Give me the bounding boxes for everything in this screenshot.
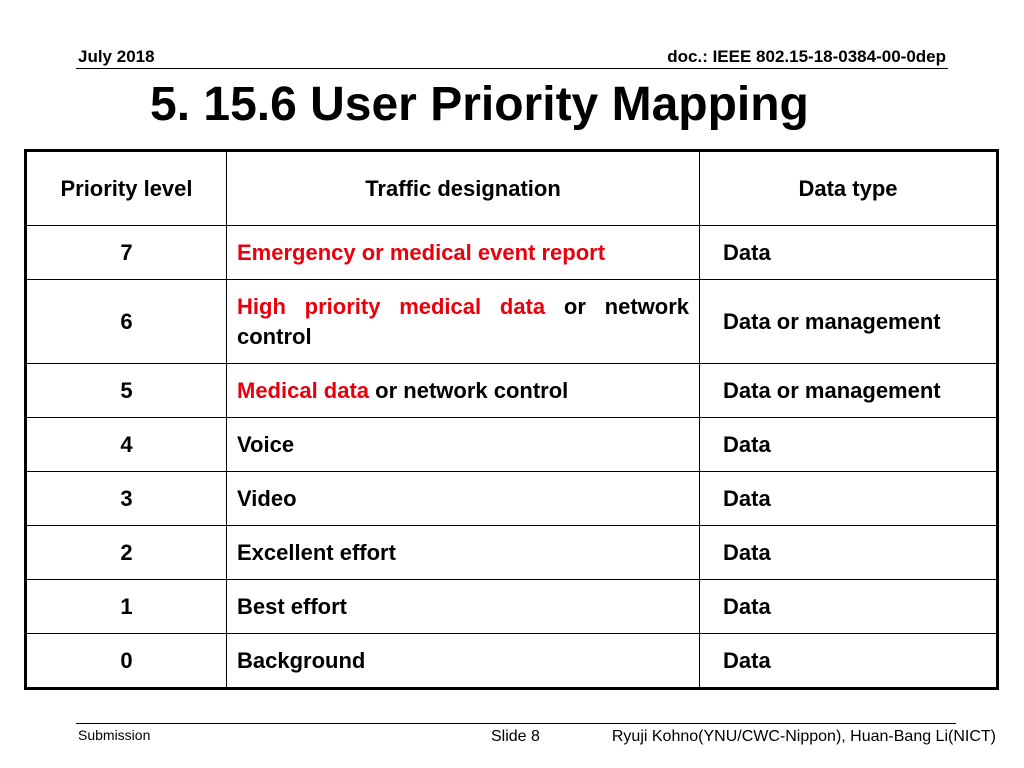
data-type-cell: Data [700, 526, 998, 580]
designation-text: or network control [369, 377, 569, 403]
table-header-row [26, 151, 998, 226]
priority-level-cell: 6 [26, 280, 227, 364]
table-row [26, 580, 998, 634]
header-doc-id: doc.: IEEE 802.15-18-0384-00-0dep [667, 47, 946, 66]
data-type-cell: Data [700, 580, 998, 634]
traffic-designation-cell [227, 634, 700, 689]
traffic-designation-cell [227, 526, 700, 580]
priority-mapping-table [24, 149, 999, 690]
header-date: July 2018 [78, 47, 155, 66]
data-type-cell: Data or management [700, 280, 998, 364]
table-row [26, 526, 998, 580]
designation-text: Video [237, 485, 297, 511]
header-divider [76, 68, 948, 69]
data-type-cell: Data [700, 226, 998, 280]
traffic-designation-cell [227, 472, 700, 526]
slide-title: 5. 15.6 User Priority Mapping [150, 78, 809, 131]
designation-highlight: Medical data [237, 377, 370, 403]
data-type-cell: Data [700, 634, 998, 689]
data-type-cell: Data or management [700, 364, 998, 418]
table-row [26, 364, 998, 418]
priority-level-cell: 2 [26, 526, 227, 580]
table-row [26, 472, 998, 526]
designation-text: Best effort [237, 593, 348, 619]
column-header-traffic-designation: Traffic designation [227, 151, 700, 226]
table-row [26, 226, 998, 280]
column-header-data-type: Data type [700, 151, 998, 226]
priority-level-cell: 0 [26, 634, 227, 689]
footer-slide-number: Slide 8 [491, 728, 540, 745]
designation-text: Background [237, 647, 366, 673]
traffic-designation-cell [227, 226, 700, 280]
designation-text: Excellent effort [237, 539, 396, 565]
designation-text: or network control [237, 293, 689, 349]
priority-level-cell: 7 [26, 226, 227, 280]
designation-text: Voice [237, 431, 295, 457]
column-header-priority-level: Priority level [26, 151, 227, 226]
priority-level-cell: 4 [26, 418, 227, 472]
priority-level-cell: 5 [26, 364, 227, 418]
table-row [26, 634, 998, 689]
traffic-designation-cell [227, 364, 700, 418]
footer-authors: Ryuji Kohno(YNU/CWC-Nippon), Huan-Bang Li(NICT) [611, 728, 996, 745]
data-type-cell: Data [700, 472, 998, 526]
table-row [26, 280, 998, 364]
data-type-cell: Data [700, 418, 998, 472]
designation-highlight: Emergency or medical event report [237, 239, 606, 265]
traffic-designation-cell [227, 418, 700, 472]
traffic-designation-cell [227, 280, 700, 364]
table-row [26, 418, 998, 472]
traffic-designation-cell [227, 580, 700, 634]
designation-highlight: High priority medical data [237, 293, 546, 319]
priority-level-cell: 3 [26, 472, 227, 526]
footer-submission: Submission [78, 727, 151, 743]
footer-divider [76, 723, 956, 724]
priority-level-cell: 1 [26, 580, 227, 634]
